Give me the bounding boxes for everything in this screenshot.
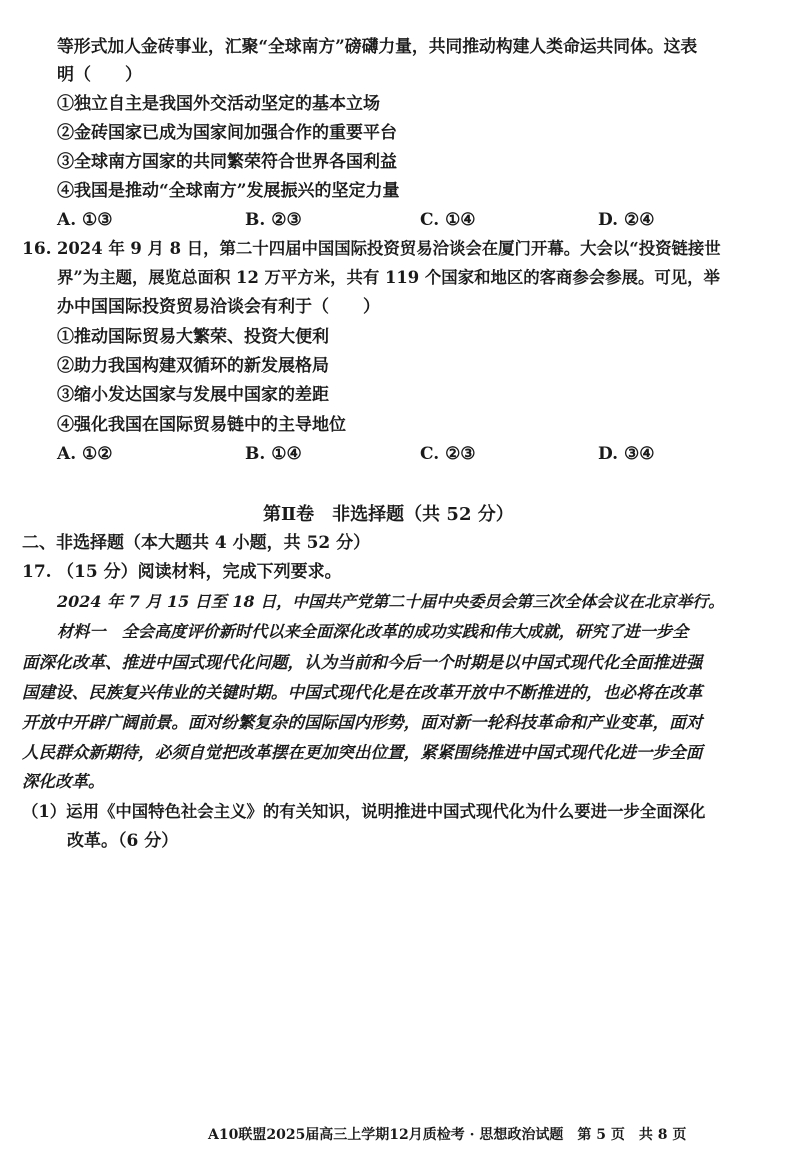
q17-context: 2024 年 7 月 15 日至 18 日，中国共产党第二十届中央委员会第三次全体会议在北京举行。 xyxy=(57,592,725,611)
q15-option-a: A. ①③ xyxy=(57,210,113,230)
q16-item-4: ④强化我国在国际贸易链中的主导地位 xyxy=(57,415,346,435)
part2-title: 第Ⅱ卷 非选择题（共 52 分） xyxy=(263,504,514,525)
q17-material-line-6: 深化改革。 xyxy=(22,772,105,791)
q17-material-line-2: 面深化改革、推进中国式现代化问题，认为当前和今后一个时期是以中国式现代化全面推进强 xyxy=(22,652,703,672)
q15-stem-line2: 明（ ） xyxy=(57,65,142,85)
q15-option-b: B. ②③ xyxy=(245,210,302,230)
q16-stem-line1: 2024 年 9 月 8 日，第二十四届中国国际投资贸易洽谈会在厦门开幕。大会以“投资链接世 xyxy=(57,239,721,258)
q17-number: 17. xyxy=(22,562,52,582)
q17-material-line-3: 国建设、民族复兴伟业的关键时期。中国式现代化是在改革开放中不断推进的，也必将在改革 xyxy=(22,682,703,702)
q16-option-a: A. ①② xyxy=(57,444,113,464)
q17-sub1-line2: 改革。（6 分） xyxy=(67,831,179,851)
q15-option-d: D. ②④ xyxy=(598,210,655,230)
q15-item-3: ③全球南方国家的共同繁荣符合世界各国利益 xyxy=(57,152,397,172)
q17-material-line-5: 人民群众新期待，必须自觉把改革摆在更加突出位置，紧紧围绕推进中国式现代化进一步全面 xyxy=(22,742,703,762)
q16-item-1: ①推动国际贸易大繁荣、投资大便利 xyxy=(57,327,329,347)
q15-option-c: C. ①④ xyxy=(420,210,476,230)
q16-stem-line3: 办中国国际投资贸易洽谈会有利于（ ） xyxy=(57,297,380,317)
q16-option-b: B. ①④ xyxy=(245,444,302,464)
q16-option-c: C. ②③ xyxy=(420,444,476,464)
q17-material-line-1: 材料一 全会高度评价新时代以来全面深化改革的成功实践和伟大成就，研究了进一步全 xyxy=(57,622,689,641)
q17-sub1-line1: （1）运用《中国特色社会主义》的有关知识，说明推进中国式现代化为什么要进一步全面深化 xyxy=(22,802,706,821)
q15-item-1: ①独立自主是我国外交活动坚定的基本立场 xyxy=(57,94,380,114)
page-footer: A10联盟2025届高三上学期12月质检考 · 思想政治试题 第 5 页 共 8 页 xyxy=(208,1127,687,1143)
q16-item-2: ②助力我国构建双循环的新发展格局 xyxy=(57,356,329,376)
q16-stem-line2: 界”为主题，展览总面积 12 万平方米，共有 119 个国家和地区的客商参会参展。可见，举 xyxy=(57,268,720,287)
q16-option-d: D. ③④ xyxy=(598,444,655,464)
q16-number: 16. xyxy=(22,239,52,259)
q15-item-2: ②金砖国家已成为国家间加强合作的重要平台 xyxy=(57,123,397,143)
q15-item-4: ④我国是推动“全球南方”发展振兴的坚定力量 xyxy=(57,181,400,201)
part2-section-heading: 二、非选择题（本大题共 4 小题，共 52 分） xyxy=(22,533,371,553)
q16-item-3: ③缩小发达国家与发展中国家的差距 xyxy=(57,385,329,405)
q17-material-line-4: 开放中开辟广阔前景。面对纷繁复杂的国际国内形势，面对新一轮科技革命和产业变革，面对 xyxy=(22,712,703,732)
q17-intro: （15 分）阅读材料，完成下列要求。 xyxy=(57,562,342,582)
q15-stem-line1: 等形式加人金砖事业，汇聚“全球南方”磅礴力量，共同推动构建人类命运共同体。这表 xyxy=(57,36,698,56)
